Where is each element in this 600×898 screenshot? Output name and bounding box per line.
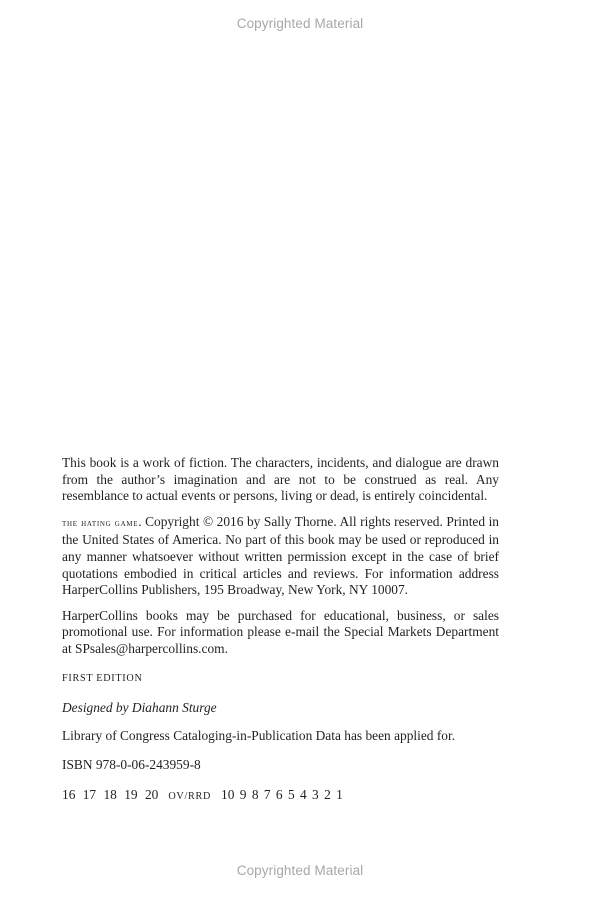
printing-line: [62, 787, 499, 806]
fiction-notice: This book is a work of fiction. The characters, incidents, and dialogue are drawn from the author’s imagination and are not to be construed as real. Any resemblance to actual events or persons, living or dead, is entirely coincidental.: [62, 455, 499, 504]
copyrighted-material-watermark-bottom: Copyrighted Material: [236, 863, 364, 878]
sales-notice: HarperCollins books may be purchased for educational, business, or sales promotional use. For information please e-mail the Special Markets Department at SPsales@harpercollins.com.: [62, 607, 499, 656]
cip-notice: Library of Congress Cataloging-in-Publication Data has been applied for.: [62, 727, 456, 743]
copyright-text: . Copyright © 2016 by Sally Thorne. All rights reserved. Printed in the United States of America. No part of this book may be used or reproduced in any manner whatsoever without written permission except in the case of brief quotations embodied in critical articles and reviews. For information address HarperCollins Publishers, 195 Broadway, New York, NY 10007.: [62, 513, 499, 598]
book-title-small-caps: the hating game: [62, 517, 139, 529]
isbn: ISBN 978-0-06-243959-8: [62, 757, 201, 773]
copyright-statement: [62, 514, 499, 599]
copyright-page-block: [62, 455, 499, 806]
printer-code: OV/RRD: [168, 790, 212, 802]
print-run-numbers: 10 9 8 7 6 5 4 3 2 1: [221, 786, 343, 802]
designer-credit: Designed by Diahann Sturge: [62, 700, 217, 716]
edition-label: FIRST EDITION: [62, 672, 143, 684]
printing-years: 16 17 18 19 20: [62, 786, 159, 802]
copyrighted-material-watermark-top: Copyrighted Material: [236, 16, 364, 31]
